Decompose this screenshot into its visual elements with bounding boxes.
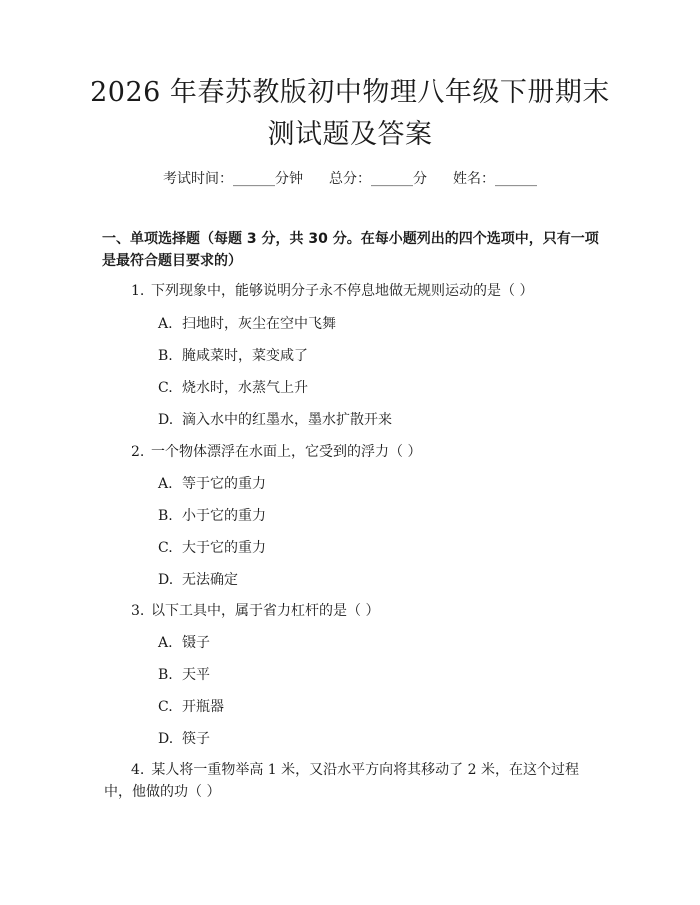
question-1: [131, 280, 533, 300]
option-text: 等于它的重力: [182, 476, 266, 492]
option-1c: [158, 377, 308, 397]
option-text: 天平: [182, 667, 210, 683]
question-number: 4.: [131, 762, 145, 778]
total-score: 总分：______分: [329, 171, 427, 187]
option-3b: [158, 664, 210, 684]
question-3: [131, 600, 379, 620]
exam-time: 考试时间：______分钟: [163, 171, 303, 187]
question-text: 某人将一重物举高 1 米，又沿水平方向将其移动了 2 米，在这个过程中，他做的功（ ）: [104, 762, 579, 800]
option-text: 镊子: [182, 635, 210, 651]
option-label: A.: [158, 316, 173, 332]
option-label: A.: [158, 635, 173, 651]
option-3c: [158, 696, 224, 716]
option-3d: [158, 728, 210, 748]
exam-meta: [0, 168, 700, 188]
option-text: 腌咸菜时，菜变咸了: [182, 348, 308, 364]
option-text: 无法确定: [182, 572, 238, 588]
option-label: D.: [158, 572, 174, 588]
option-1a: [158, 313, 336, 333]
option-label: C.: [158, 699, 173, 715]
option-label: A.: [158, 476, 173, 492]
option-label: B.: [158, 508, 173, 524]
page-title: 2026 年春苏教版初中物理八年级下册期末测试题及答案: [90, 77, 610, 150]
option-label: C.: [158, 540, 173, 556]
option-2b: [158, 505, 266, 525]
question-text: 以下工具中，属于省力杠杆的是（ ）: [151, 603, 380, 619]
question-number: 1.: [131, 283, 145, 299]
option-1b: [158, 345, 308, 365]
option-text: 开瓶器: [182, 699, 224, 715]
option-text: 烧水时，水蒸气上升: [182, 380, 308, 396]
student-name: 姓名：______: [453, 171, 537, 187]
option-label: B.: [158, 348, 173, 364]
question-text: 一个物体漂浮在水面上，它受到的浮力（ ）: [151, 444, 422, 460]
option-2c: [158, 537, 266, 557]
option-text: 筷子: [182, 731, 210, 747]
option-text: 扫地时，灰尘在空中飞舞: [182, 316, 336, 332]
option-label: D.: [158, 412, 174, 428]
option-text: 滴入水中的红墨水，墨水扩散开来: [182, 412, 392, 428]
question-number: 2.: [131, 444, 145, 460]
option-2a: [158, 473, 266, 493]
option-1d: [158, 409, 392, 429]
option-2d: [158, 569, 238, 589]
option-3a: [158, 632, 210, 652]
question-4: [104, 759, 594, 803]
option-text: 小于它的重力: [182, 508, 266, 524]
option-text: 大于它的重力: [182, 540, 266, 556]
option-label: B.: [158, 667, 173, 683]
section-heading: 一、单项选择题（每题 3 分，共 30 分。在每小题列出的四个选项中，只有一项是最符合题目要求的）: [102, 231, 599, 269]
question-text: 下列现象中，能够说明分子永不停息地做无规则运动的是（ ）: [151, 283, 534, 299]
question-2: [131, 441, 421, 461]
option-label: D.: [158, 731, 174, 747]
question-number: 3.: [131, 603, 145, 619]
option-label: C.: [158, 380, 173, 396]
